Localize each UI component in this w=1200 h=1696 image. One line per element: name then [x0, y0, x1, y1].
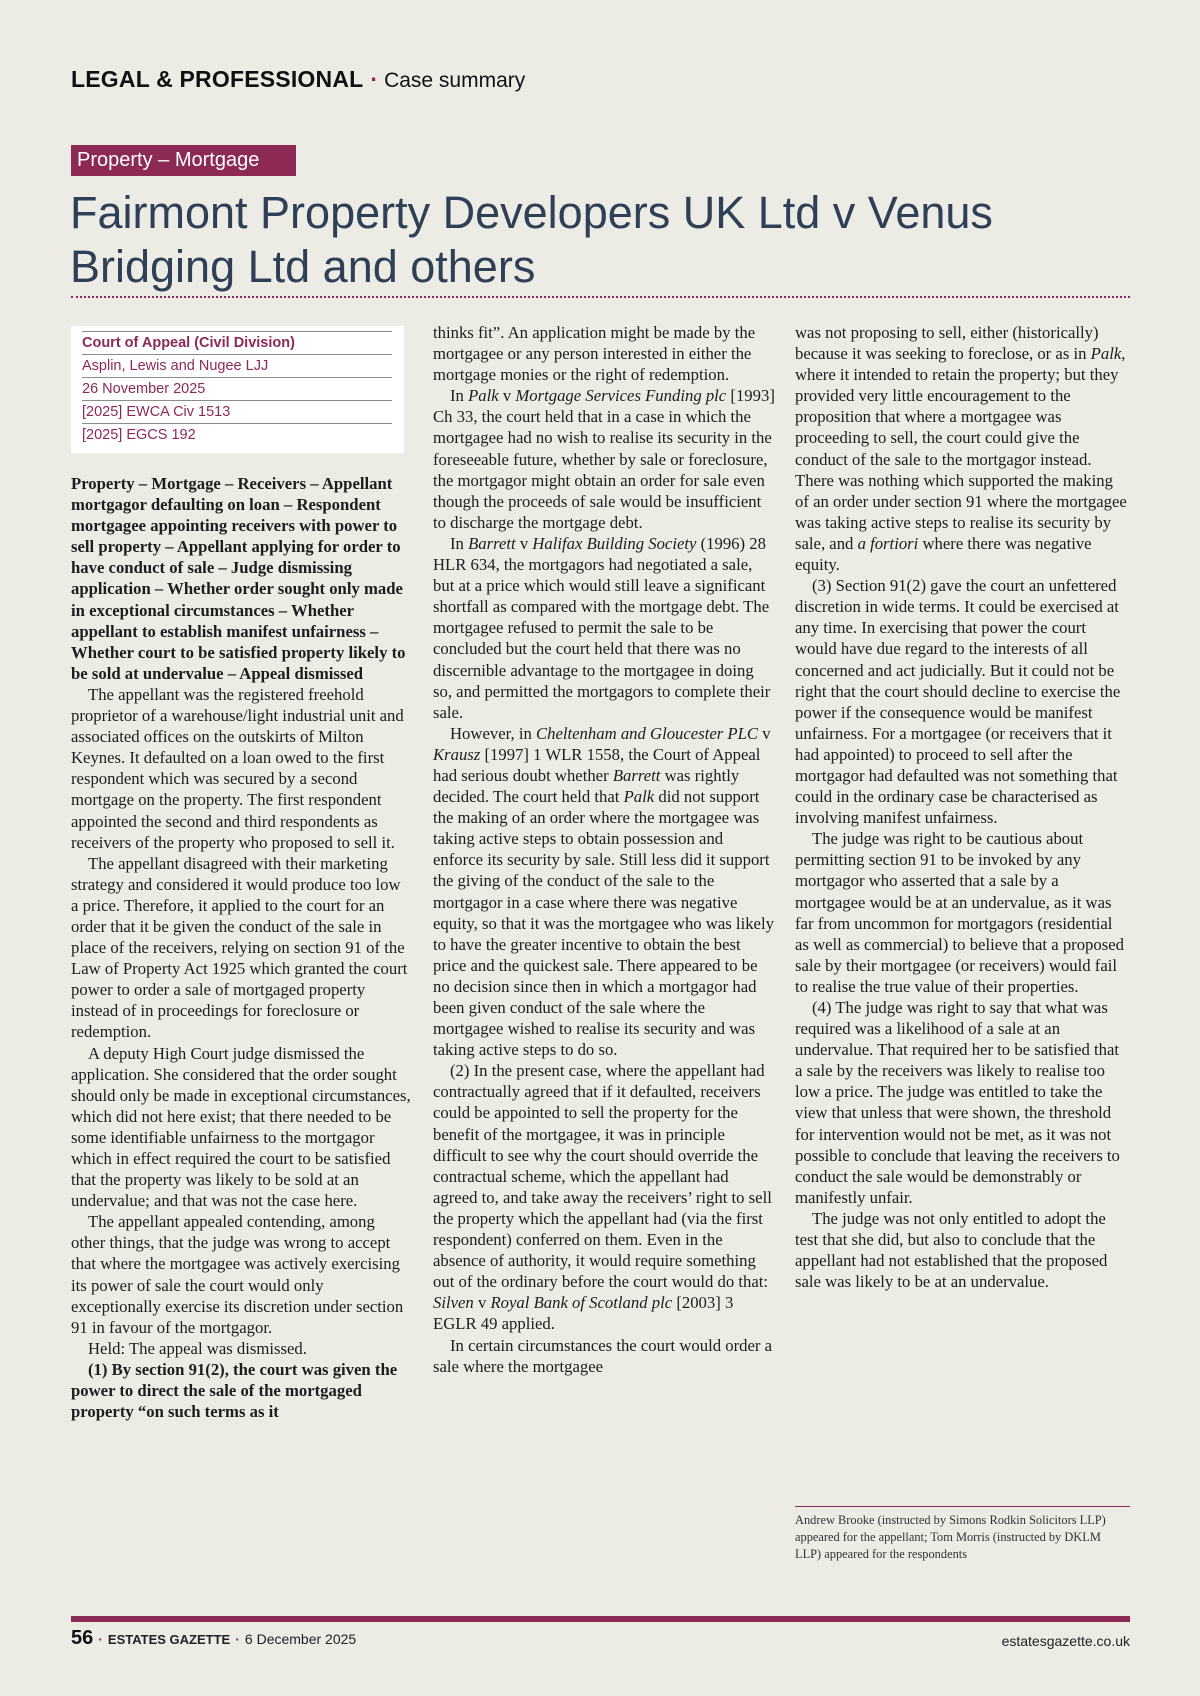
- paragraph: In Palk v Mortgage Services Funding plc [1993] Ch 33, the court held that in a case in which the mortgagee had no wish to realise its security in the foreseeable future, whether by sale or foreclosure, the mortgagor might obtain an order for sale even though the proceeds of sale would be insufficient to discharge the mortgage debt.: [433, 386, 775, 532]
- page-title: Fairmont Property Developers UK Ltd v Venus Bridging Ltd and others: [70, 187, 993, 292]
- paragraph: A deputy High Court judge dismissed the application. She considered that the order sought should only be made in exceptional circumstances, which did not here exist; that there needed to be some identifiable unfairness to the mortgagor which in effect required the court to be satisfied that the property was likely to be sold at an undervalue; and that was not the case here.: [71, 1043, 411, 1211]
- judgment-date: 26 November 2025: [82, 377, 392, 400]
- header-separator: ·: [370, 66, 379, 92]
- case-name: Palk: [1090, 344, 1122, 364]
- paragraph: The appellant was the registered freehold proprietor of a warehouse/light industrial unit and associated offices on the outskirts of Milton Keynes. It defaulted on a loan owed to the first respondent which was secured by a second mortgage on the property. The first respondent appointed the second and third respondents as receivers of the property who proposed to sell it.: [71, 684, 404, 852]
- article-column-2: [433, 322, 775, 1377]
- case-name: Palk: [468, 386, 499, 406]
- paragraph: The appellant appealed contending, among other things, that the judge was wrong to accept that where the mortgagee was actively exercising its power of sale the court would only exceptionally exercise its discretion under section 91 in favour of the mortgagor.: [71, 1212, 404, 1337]
- headnote: Property – Mortgage – Receivers – Appellant mortgagor defaulting on loan – Respondent mortgagee appointing receivers with power to sell property – Appellant applying for order to have conduct of sale – Judge dismissing application – Whether order sought only made in exceptional circumstances – Whether appellant to establish manifest unfairness – Whether court to be satisfied property likely to be sold at undervalue – Appeal dismissed: [71, 474, 406, 683]
- paragraph: (3) Section 91(2) gave the court an unfettered discretion in wide terms. It could be exercised at any time. In exercising that power the court would have due regard to the interests of all concerned and act judicially. But it could not be right that the court should decline to exercise the power if the consequence would be manifest unfairness. For a mortgagee (or receivers that it had appointed) to proceed to sell after the mortgagor had defaulted was not something that could in the ordinary case be characterised as involving manifest unfairness.: [795, 576, 1121, 828]
- title-divider: [71, 296, 1130, 298]
- article-column-1: [71, 473, 411, 1422]
- page-number: 56: [71, 1627, 94, 1649]
- paragraph: thinks fit”. An application might be made by the mortgagee or any person interested in either the mortgage monies or the right of redemption.: [433, 323, 756, 385]
- case-info-box: [71, 326, 404, 453]
- case-name: Palk: [623, 787, 655, 807]
- judges: Asplin, Lewis and Nugee LJJ: [82, 354, 392, 377]
- website-url: estatesgazette.co.uk: [1001, 1633, 1130, 1649]
- footer-divider: [71, 1616, 1130, 1622]
- paragraph: However, in Cheltenham and Gloucester PLC v Krausz [1997] 1 WLR 1558, the Court of Appeal had serious doubt whether Barrett was rightly decided. The court held that Palk did not support the making of an order where the mortgagee was taking active steps to obtain possession and enforce its security by sale. Still less did it support the giving of the conduct of the sale to the mortgagor in a case where there was negative equity, so that it was the mortgagee who was likely to have the greater incentive to obtain the best price and the quickest sale. There appeared to be no decision since then in which a mortgagor had been given conduct of the sale where the mortgagee wished to realise its security and was taking active steps to do so.: [433, 723, 774, 1060]
- footer-separator: ·: [235, 1631, 240, 1647]
- case-name: Cheltenham and Gloucester PLC: [536, 723, 759, 743]
- paragraph: (2) In the present case, where the appellant had contractually agreed that if it defaulted, receivers could be appointed to sell the property for the benefit of the mortgagee, it was in principle difficult to see why the court should override the contractual scheme, which the appellant had agreed to, and take away the receivers’ right to sell the property which the appellant had (via the first respondent) conferred on them. Even in the absence of authority, it would require something out of the ordinary before the court would do that: Silven v Royal Bank of Scotland plc [2003] 3 EGLR 49 applied.: [433, 1061, 772, 1334]
- case-name: Barrett: [612, 765, 661, 785]
- footer-separator: ·: [98, 1631, 103, 1647]
- footer-info: [71, 1627, 356, 1650]
- case-name: Mortgage Services Funding plc: [515, 386, 727, 406]
- section-header: [71, 66, 525, 93]
- held-statement: Held: The appeal was dismissed.: [88, 1338, 307, 1358]
- court-name: Court of Appeal (Civil Division): [82, 331, 392, 354]
- egcs-citation: [2025] EGCS 192: [82, 423, 392, 446]
- case-name: Halifax Building Society: [532, 533, 697, 553]
- category-tag: Property – Mortgage: [71, 145, 296, 176]
- issue-date: 6 December 2025: [244, 1631, 357, 1647]
- section-label: LEGAL & PROFESSIONAL: [71, 66, 364, 92]
- paragraph: The judge was right to be cautious about permitting section 91 to be invoked by any mortgagor who asserted that a sale by a mortgagee would be at an undervalue, as it was far from uncommon for mortgagors (residential as well as commercial) to believe that a proposed sale by their mortgagee (or receivers) would fail to realise the true value of their properties.: [795, 829, 1124, 996]
- neutral-citation: [2025] EWCA Civ 1513: [82, 400, 392, 423]
- paragraph: was not proposing to sell, either (historically) because it was seeking to foreclose, or as in Palk, where it intended to retain the property; but they provided very little encouragement to the proposition that where a mortgagee was proceeding to sell, the court could give the conduct of the sale to the mortgagor instead. There was nothing which supported the making of an order under section 91 where the mortgagee was taking active steps to realise its security by sale, and a fortiori where there was negative equity.: [795, 323, 1127, 575]
- case-name: Royal Bank of Scotland plc: [490, 1293, 673, 1313]
- publication-name: ESTATES GAZETTE: [107, 1632, 231, 1647]
- case-name: Barrett: [468, 533, 516, 553]
- subsection-label: Case summary: [384, 69, 526, 92]
- paragraph: The appellant disagreed with their marketing strategy and considered it would produce too low a price. Therefore, it applied to the court for an order that it be given the conduct of the sale in place of the receivers, relying on section 91 of the Law of Property Act 1925 which granted the court power to order a sale of mortgaged property instead of in proceedings for foreclosure or redemption.: [71, 853, 408, 1042]
- holding-1: (1) By section 91(2), the court was given the power to direct the sale of the mortgaged property “on such terms as it: [71, 1359, 398, 1422]
- paragraph: The judge was not only entitled to adopt the test that she did, but also to conclude that the appellant had not established that the proposed sale was likely to be at an undervalue.: [795, 1208, 1108, 1292]
- latin-phrase: a fortiori: [857, 533, 919, 553]
- counsel-note: Andrew Brooke (instructed by Simons Rodkin Solicitors LLP) appeared for the appellant; Tom Morris (instructed by DKLM LLP) appeared for the respondents: [795, 1506, 1130, 1563]
- case-name: Krausz: [433, 744, 481, 764]
- case-name: Silven: [433, 1293, 474, 1313]
- paragraph: (4) The judge was right to say that what was required was a likelihood of a sale at an undervalue. That required her to be satisfied that a sale by the receivers was likely to realise too low a price. The judge was entitled to take the view that unless that were shown, the threshold for intervention would not be met, as it was not possible to conclude that leaving the receivers to conduct the sale would be demonstrably or manifestly unfair.: [795, 998, 1120, 1207]
- article-column-3: [795, 322, 1130, 1292]
- paragraph: In Barrett v Halifax Building Society (1996) 28 HLR 634, the mortgagors had negotiated a sale, but at a price which would still leave a significant shortfall as compared with the mortgage debt. The mortgagee refused to permit the sale to be concluded but the court held that there was no discernible advantage to the mortgagee in doing so, and permitted the mortgagors to complete their sale.: [433, 533, 771, 722]
- paragraph: In certain circumstances the court would order a sale where the mortgagee: [433, 1335, 773, 1376]
